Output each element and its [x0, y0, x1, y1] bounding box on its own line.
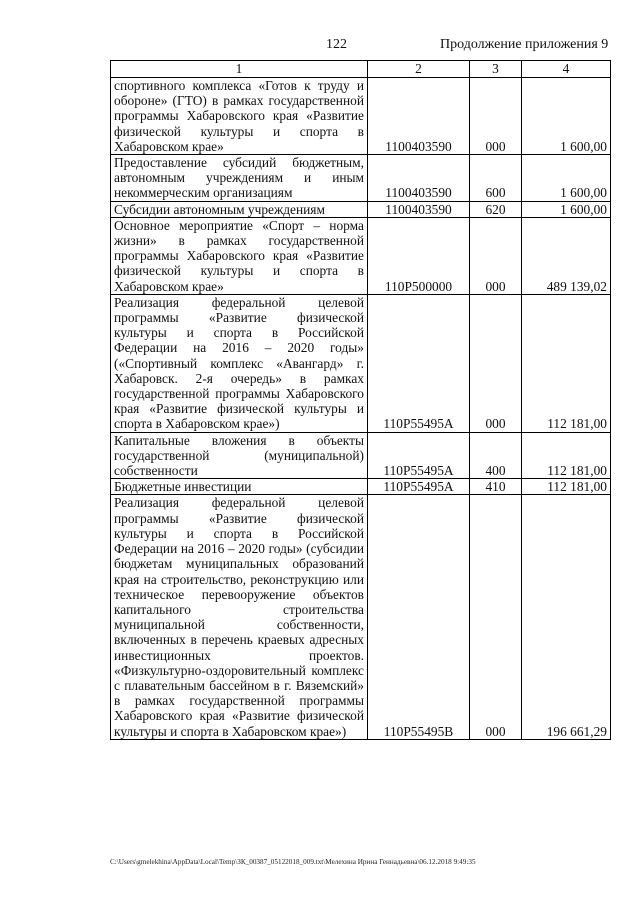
table-row — [111, 155, 611, 202]
row-expense-type: 000 — [470, 294, 522, 432]
row-amount: 489 139,02 — [522, 217, 611, 294]
row-target-code: 110P55495B — [368, 495, 470, 739]
row-expense-type: 600 — [470, 155, 522, 202]
row-amount: 112 181,00 — [522, 294, 611, 432]
column-header: 4 — [522, 61, 611, 78]
row-target-code: 110P55495A — [368, 479, 470, 495]
table-row — [111, 201, 611, 217]
row-expense-type: 000 — [470, 78, 522, 155]
appendix-continuation-label: Продолжение приложения 9 — [440, 37, 609, 52]
row-description: Предоставление субсидий бюджетным, автономным учреждениям и иным некоммерческим организациям — [111, 155, 368, 202]
row-description: Реализация федеральной целевой программы «Развитие физической культуры и спорта в Российской Федерации на 2016 – 2020 годы» (субсидии бюджетам муниципальных образований края на строительство, реконструкцию или техническое перевооружение объектов капитального строительства муниципальной собственности, включенных в перечень краевых адресных инвестиционных проектов. «Физкультурно-оздоровительный комплекс с плавательным бассейном в г. Вяземский» в рамках государственной программы Хабаровского края «Развитие физической культуры и спорта в Хабаровском крае») — [111, 495, 368, 739]
row-target-code: 110P55495A — [368, 294, 470, 432]
table-header-row — [111, 61, 611, 78]
row-expense-type: 400 — [470, 432, 522, 479]
table-row — [111, 495, 611, 739]
row-description: Капитальные вложения в объекты государственной (муниципальной) собственности — [111, 432, 368, 479]
row-amount: 112 181,00 — [522, 479, 611, 495]
column-header: 3 — [470, 61, 522, 78]
page-number: 122 — [326, 37, 347, 52]
row-expense-type: 000 — [470, 495, 522, 739]
row-target-code: 1100403590 — [368, 155, 470, 202]
row-amount: 1 600,00 — [522, 78, 611, 155]
table-row — [111, 78, 611, 155]
column-header: 1 — [111, 61, 368, 78]
row-amount: 112 181,00 — [522, 432, 611, 479]
table-row — [111, 432, 611, 479]
row-description: Основное мероприятие «Спорт – норма жизни» в рамках государственной программы Хабаровского края «Развитие физической культуры и спорта в Хабаровском крае» — [111, 217, 368, 294]
budget-table — [110, 60, 611, 740]
row-description: Реализация федеральной целевой программы «Развитие физической культуры и спорта в Российской Федерации на 2016 – 2020 годы» («Спортивный комплекс «Авангард» г. Хабаровск. 2-я очередь» в рамках государственной программы Хабаровского края «Развитие физической культуры и спорта в Хабаровском крае») — [111, 294, 368, 432]
row-expense-type: 620 — [470, 201, 522, 217]
table-row — [111, 294, 611, 432]
table-row — [111, 217, 611, 294]
file-path-footer: C:\Users\gmelekhina\AppData\Local\Temp\ЗК_00387_05122018_009.txt\Мелехина Ирина Геннадьевна\06.12.2018 9:49:35 — [110, 858, 476, 866]
row-expense-type: 000 — [470, 217, 522, 294]
row-description: Субсидии автономным учреждениям — [111, 201, 368, 217]
column-header: 2 — [368, 61, 470, 78]
row-amount: 1 600,00 — [522, 155, 611, 202]
row-description: Бюджетные инвестиции — [111, 479, 368, 495]
table-row — [111, 479, 611, 495]
row-target-code: 1100403590 — [368, 201, 470, 217]
row-amount: 1 600,00 — [522, 201, 611, 217]
row-target-code: 110P500000 — [368, 217, 470, 294]
row-target-code: 1100403590 — [368, 78, 470, 155]
row-expense-type: 410 — [470, 479, 522, 495]
row-amount: 196 661,29 — [522, 495, 611, 739]
row-description: спортивного комплекса «Готов к труду и обороне» (ГТО) в рамках государственной программы Хабаровского края «Развитие физической культуры и спорта в Хабаровском крае» — [111, 78, 368, 155]
row-target-code: 110P55495A — [368, 432, 470, 479]
